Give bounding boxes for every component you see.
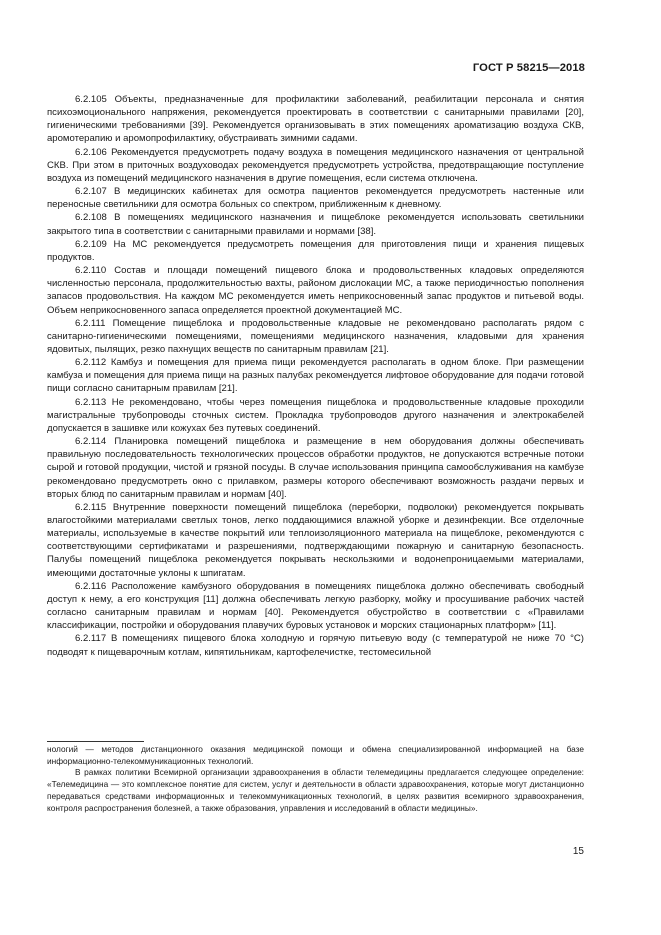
paragraph-6-2-105: 6.2.105 Объекты, предназначенные для профилактики заболеваний, реабилитации персонала и снятия психоэмоционального напряжения, рекомендуется проектировать в соответствии с санитарными правилами [20], гигиеническими требованиями [39]. Рекомендуется организовывать в этих помещениях ароматизацию воздуха СКВ, аромотерапию и аромопрофилактику, обустраивать зимними садами. [47,94,584,145]
paragraph-6-2-109: 6.2.109 На МС рекомендуется предусмотреть помещения для приготовления пищи и хранения пищевых продуктов. [47,238,584,263]
paragraph-6-2-110: 6.2.110 Состав и площади помещений пищевого блока и продовольственных кладовых определяются численностью персонала, продолжительностью вахты, районом дислокации МС, а также периодичностью пополнения запасов продовольствия. На каждом МС рекомендуется иметь неприкосновенный запас продуктов и питьевой воды. Объем неприкосновенного запаса определяется проектной документацией МС. [47,265,584,316]
paragraph-6-2-106: 6.2.106 Рекомендуется предусмотреть подачу воздуха в помещения медицинского назначения от центральной СКВ. При этом в приточных воздуховодах рекомендуется предусмотреть устройства, предотвращающие поступление воздуха из помещений медицинского назначения в другие помещения, если система отключена. [47,146,584,184]
footnotes [47,744,584,814]
paragraph-6-2-107: 6.2.107 В медицинских кабинетах для осмотра пациентов рекомендуется предусмотреть настенные или переносные светильники для осмотра больных со спектром, приближенным к дневному. [47,186,584,211]
footnote-divider [47,741,144,742]
paragraph-6-2-112: 6.2.112 Камбуз и помещения для приема пищи рекомендуется располагать в одном блоке. При размещении камбуза и помещения для приема пищи на разных палубах рекомендуется лифтовое оборудование для подачи готовой пищи согласно санитарным правилам [21]. [47,357,584,395]
body-text [47,93,584,659]
paragraph-6-2-113: 6.2.113 Не рекомендовано, чтобы через помещения пищеблока и продовольственные кладовые проходили магистральные трубопроводы сточных систем. Прокладка трубопроводов другого назначения и электрокабелей допускается в зашивке или кожухах без путевых соединений. [47,396,584,434]
paragraph-6-2-117: 6.2.117 В помещениях пищевого блока холодную и горячую питьевую воду (с температурой не ниже 70 °С) подводят к пищеварочным котлам, кипятильникам, картофелечистке, тестомесильной [47,633,584,658]
paragraph-6-2-114: 6.2.114 Планировка помещений пищеблока и размещение в нем оборудования должны обеспечивать правильную последовательность технологических процессов обработки продуктов, не допускаются встречные потоки сырой и готовой продукции, чистой и грязной посуды. В случае использования принципа самообслуживания на камбузе рекомендовано предусмотреть окно с прилавком, размеры которого обеспечивают возможность раздачи первых и вторых блюд по санитарным правилам и нормам [40]. [47,436,584,500]
footnote-continuation: нологий — методов дистанционного оказания медицинской помощи и обмена специализированной информацией на базе информационно-телекоммуникационных технологий. [47,744,584,766]
paragraph-6-2-115: 6.2.115 Внутренние поверхности помещений пищеблока (переборки, подволоки) рекомендуется покрывать влагостойкими материалами светлых тонов, легко поддающимися влажной уборке и дезинфекции. Все отделочные материалы, используемые в качестве покрытий или теплоизоляционного материала на пищеблоке, рекомендуются с соответствующими сертификатами и разрешениями, подтверждающими пожарную и санитарную безопасность. Палубы помещений пищеблока рекомендуется покрывать нескользкими и водонепроницаемыми материалами, имеющими достаточные уклоны к шпигатам. [47,501,584,579]
paragraph-6-2-116: 6.2.116 Расположение камбузного оборудования в помещениях пищеблока должно обеспечивать свободный доступ к нему, а его конструкция [11] должна обеспечивать легкую разборку, мойку и просушивание рабочих частей согласно санитарным правилам и нормам [40]. Рекомендуется обустройство в соответствии с «Правилами классификации, постройки и оборудования плавучих буровых установок и морских стационарных платформ» [11]. [47,580,584,632]
paragraph-6-2-111: 6.2.111 Помещение пищеблока и продовольственные кладовые не рекомендовано располагать рядом с санитарно-гигиеническими помещениями, помещениями медицинского назначения, кладовыми для хранения ядовитых, пылящих, резко пахнущих веществ по санитарным правилам [21]. [47,317,584,355]
page-number: 15 [572,846,584,857]
footnote-who-definition: В рамках политики Всемирной организации здравоохранения в области телемедицины предлагается следующее определение: «Телемедицина — это комплексное понятие для систем, услуг и деятельности в области здравоохранения, которые могут дистанционно передаваться средствами информационных и телекоммуникационных технологий, в целях развития всемирного здравоохранения, контроля распространения болезней, а также образования, управления и исследований в области медицины». [47,767,584,813]
standard-designation: ГОСТ Р 58215—2018 [472,62,585,74]
paragraph-6-2-108: 6.2.108 В помещениях медицинского назначения и пищеблоке рекомендуется использовать светильники закрытого типа в соответствии с санитарными правилами и нормами [38]. [47,212,584,237]
